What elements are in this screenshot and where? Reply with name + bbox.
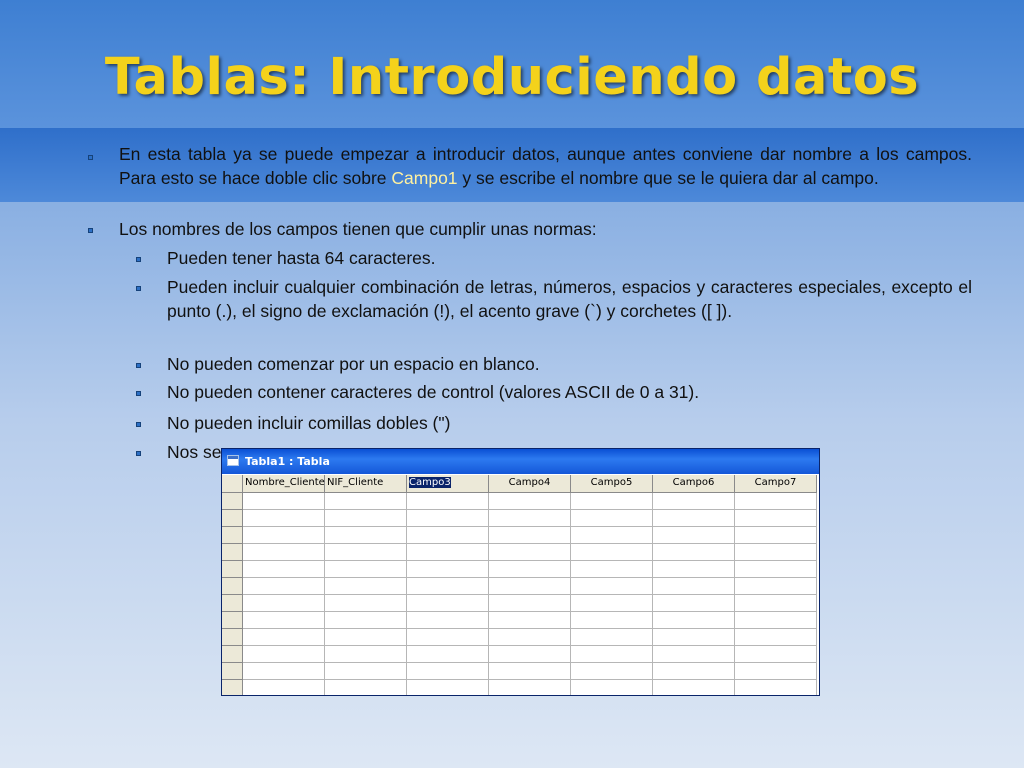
table-cell[interactable] [243,663,325,680]
table-cell[interactable] [735,544,817,561]
table-cell[interactable] [653,595,735,612]
table-cell[interactable] [735,561,817,578]
table-cell[interactable] [735,680,817,696]
table-cell[interactable] [571,493,653,510]
sub-bullet-item [167,411,972,435]
table-cell[interactable] [653,510,735,527]
table-cell[interactable] [243,527,325,544]
table-cell[interactable] [325,680,407,696]
select-all-corner[interactable] [222,475,243,493]
window-title-bar[interactable] [222,449,819,474]
table-cell[interactable] [735,646,817,663]
table-cell[interactable] [653,629,735,646]
table-cell[interactable] [735,510,817,527]
table-cell[interactable] [571,527,653,544]
table-cell[interactable] [489,578,571,595]
row-selector[interactable] [222,629,243,646]
table-cell[interactable] [325,595,407,612]
sub-bullet-item [167,352,972,376]
table-cell[interactable] [243,629,325,646]
campo1-highlight: Campo1 [391,168,458,188]
table-cell[interactable] [243,680,325,696]
table-cell[interactable] [653,527,735,544]
table-cell[interactable] [653,544,735,561]
table-cell[interactable] [325,629,407,646]
table-cell[interactable] [243,544,325,561]
table-cell[interactable] [407,629,489,646]
table-cell[interactable] [325,578,407,595]
table-cell[interactable] [489,595,571,612]
column-header[interactable] [325,475,407,493]
bullet-icon [136,422,141,427]
column-header[interactable] [653,475,735,493]
column-header-label: Campo3 [409,477,451,488]
table-cell[interactable] [571,510,653,527]
table-cell[interactable] [325,493,407,510]
column-header-label: Campo6 [672,477,715,488]
column-header[interactable] [489,475,571,493]
column-header-label: Nombre_Cliente [245,477,325,488]
row-selector[interactable] [222,663,243,680]
table-cell[interactable] [735,612,817,629]
column-header[interactable] [243,475,325,493]
table-cell[interactable] [571,544,653,561]
table-cell[interactable] [407,493,489,510]
bullet-icon [136,257,141,262]
column-header-label: Campo4 [508,477,551,488]
row-selector[interactable] [222,578,243,595]
column-header[interactable] [571,475,653,493]
table-cell[interactable] [407,646,489,663]
row-selector[interactable] [222,680,243,696]
table-cell[interactable] [243,612,325,629]
table-cell[interactable] [735,527,817,544]
table-cell[interactable] [489,646,571,663]
column-header[interactable] [735,475,817,493]
table-cell[interactable] [653,663,735,680]
table-cell[interactable] [243,646,325,663]
column-header[interactable] [407,475,489,493]
table-cell[interactable] [489,680,571,696]
table-cell[interactable] [489,493,571,510]
sub-bullet-text: No pueden contener caracteres de control (valores ASCII de 0 a 31). [167,382,700,402]
table-cell[interactable] [735,595,817,612]
table-cell[interactable] [571,680,653,696]
table-cell[interactable] [325,527,407,544]
table-cell[interactable] [325,561,407,578]
table-cell[interactable] [571,663,653,680]
bullet-icon [136,391,141,396]
column-header-label: Campo5 [590,477,633,488]
table-cell[interactable] [735,663,817,680]
table-cell[interactable] [407,680,489,696]
window-title: Tabla1 : Tabla [245,455,330,468]
table-cell[interactable] [653,646,735,663]
table-cell[interactable] [653,612,735,629]
table-cell[interactable] [653,680,735,696]
row-selector[interactable] [222,544,243,561]
table-cell[interactable] [243,510,325,527]
sub-bullet-text: Pueden tener hasta 64 caracteres. [167,248,436,268]
sub-bullet-item [167,275,972,323]
table-cell[interactable] [489,544,571,561]
row-selector[interactable] [222,510,243,527]
row-selector[interactable] [222,646,243,663]
table-cell[interactable] [407,663,489,680]
table-icon [227,455,239,466]
table-cell[interactable] [243,561,325,578]
table-cell[interactable] [571,629,653,646]
row-selector[interactable] [222,612,243,629]
sub-bullet-item [167,380,972,404]
table-cell[interactable] [735,578,817,595]
bullet-text: Los nombres de los campos tienen que cumplir unas normas: [119,219,597,239]
table-cell[interactable] [735,629,817,646]
table-cell[interactable] [489,527,571,544]
table-cell[interactable] [325,646,407,663]
table-cell[interactable] [653,493,735,510]
table-cell[interactable] [325,544,407,561]
bullet-icon [136,451,141,456]
table-cell[interactable] [653,561,735,578]
bullet-icon [136,363,141,368]
table-cell[interactable] [243,595,325,612]
bullet-item [119,217,972,241]
sub-bullet-text: Pueden incluir cualquier combinación de letras, números, espacios y caracteres especiales, excepto el punto (.), el signo de exclamación (!), el acento grave (`) y corchetes ([ ]). [167,277,972,321]
row-selector[interactable] [222,561,243,578]
bullet-item [119,142,972,190]
sub-bullet-item [167,246,972,270]
table-cell[interactable] [407,595,489,612]
slide-title: Tablas: Introduciendo datos [104,48,920,107]
bullet-icon [88,228,93,233]
table-cell[interactable] [325,612,407,629]
table-window[interactable] [221,448,820,696]
table-cell[interactable] [407,527,489,544]
table-cell[interactable] [489,612,571,629]
table-cell[interactable] [489,561,571,578]
table-cell[interactable] [407,612,489,629]
table-cell[interactable] [407,561,489,578]
table-cell[interactable] [407,544,489,561]
bullet-text: y se escribe el nombre que se le quiera dar al campo. [457,168,879,188]
table-cell[interactable] [571,561,653,578]
sub-bullet-text: No pueden incluir comillas dobles (") [167,413,451,433]
table-cell[interactable] [735,493,817,510]
table-cell[interactable] [489,510,571,527]
table-cell[interactable] [489,663,571,680]
sub-bullet-text: Nos se [167,442,222,462]
table-cell[interactable] [325,510,407,527]
table-cell[interactable] [489,629,571,646]
row-selector[interactable] [222,527,243,544]
row-selector[interactable] [222,493,243,510]
table-cell[interactable] [407,578,489,595]
bullet-text: En esta tabla ya se puede empezar a introducir datos, aunque antes conviene dar nombre a los campos. Para esto se hace doble clic sobre [119,144,972,188]
column-header-label: Campo7 [754,477,797,488]
table-cell[interactable] [571,646,653,663]
sub-bullet-text: No pueden comenzar por un espacio en blanco. [167,354,540,374]
bullet-icon [88,155,93,160]
table-cell[interactable] [571,595,653,612]
table-cell[interactable] [571,612,653,629]
table-cell[interactable] [243,578,325,595]
table-cell[interactable] [571,578,653,595]
bullet-icon [136,286,141,291]
table-cell[interactable] [325,663,407,680]
table-cell[interactable] [243,493,325,510]
row-selector[interactable] [222,595,243,612]
table-cell[interactable] [653,578,735,595]
table-cell[interactable] [407,510,489,527]
column-header-label: NIF_Cliente [327,477,384,488]
